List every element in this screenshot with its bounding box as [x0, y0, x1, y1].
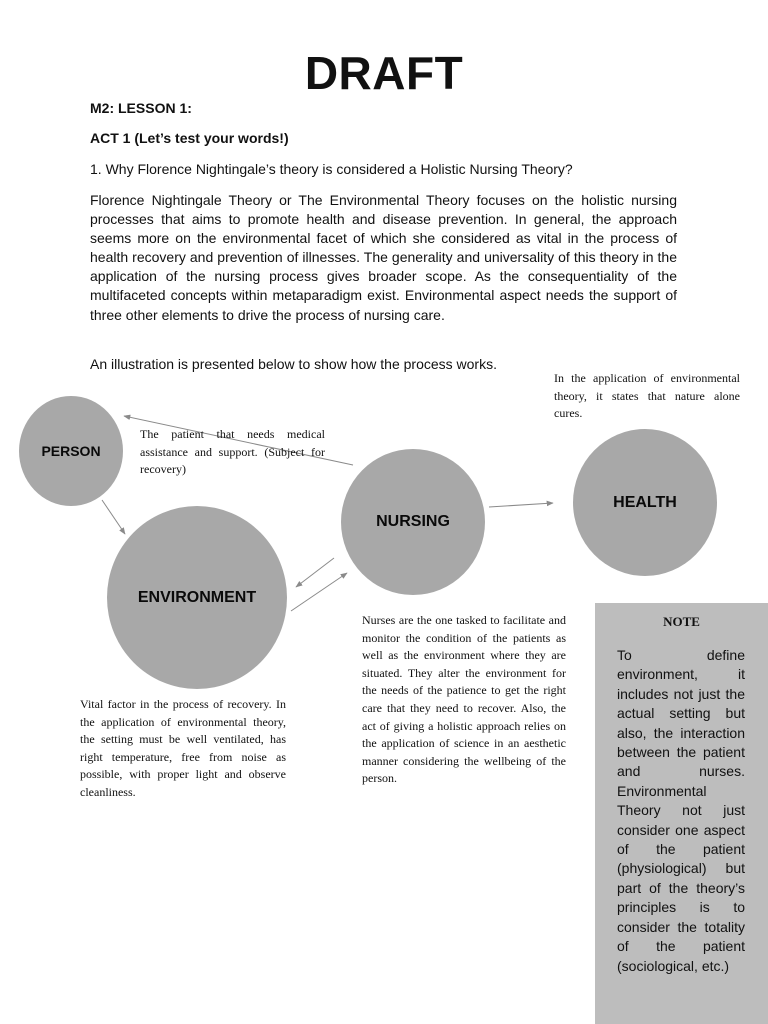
document-title: DRAFT [304, 47, 464, 99]
health-label: HEALTH [613, 493, 677, 511]
health-node [573, 429, 717, 576]
arrow-person-to-environment [102, 500, 125, 534]
nursing-description: Nurses are the one tasked to facilitate and monitor the condition of the patients as well as the environment where they are situated. They alter the environment for the needs of the patience to get the right care that they need to recover. Also, the act of giving a holistic approach relies on the application of science in an aesthetic manner considering the wellbeing of the person. [362, 613, 566, 786]
activity-heading: ACT 1 (Let’s test your words!) [90, 130, 289, 146]
arrow-nursing-to-environment [296, 558, 334, 587]
environment-label: ENVIRONMENT [137, 588, 257, 606]
nursing-label: NURSING [376, 513, 450, 530]
person-description: The patient that needs medical assistance and support. (Subject for recovery) [140, 427, 325, 477]
note-box [595, 603, 768, 1024]
environment-node [107, 506, 287, 689]
person-label: PERSON [41, 443, 101, 459]
environment-description: Vital factor in the process of recovery. In the application of environmental theory, the setting must be well ventilated, has right temperature, free from noise as possible, with proper light and observe cleanliness. [80, 697, 286, 799]
arrow-nursing-to-health [489, 503, 553, 507]
arrow-environment-to-nursing [291, 573, 347, 611]
answer-paragraph: Florence Nightingale Theory or The Environmental Theory focuses on the holistic nursing processes that aims to promote health and disease prevention. In general, the approach seems more on the environmental facet of which she considered as vital in the process of health recovery and prevention of illnesses. The generality and universality of this theory in the application of the nursing process gives broader scope. As the consequentiality of the multifaceted concepts within metaparadigm exist. Environmental aspect needs the support of three other elements to drive the process of nursing care. [90, 192, 677, 323]
note-text: To define environment, it includes not just the actual setting but also, the interaction between the patient and nurses. Environmental Theory not just consider one aspect of the patient (physiological) but part of the theory’s principles is to consider the totality of the patient (sociological, etc.) [617, 647, 745, 974]
note-title: NOTE [663, 614, 700, 629]
person-node [19, 396, 123, 506]
lesson-heading: M2: LESSON 1: [90, 100, 192, 116]
question-text: 1. Why Florence Nightingale’s theory is considered a Holistic Nursing Theory? [90, 161, 573, 177]
illustration-intro: An illustration is presented below to show how the process works. [90, 356, 497, 372]
health-description: In the application of environmental theory, it states that nature alone cures. [554, 371, 740, 421]
nursing-node [341, 449, 485, 595]
